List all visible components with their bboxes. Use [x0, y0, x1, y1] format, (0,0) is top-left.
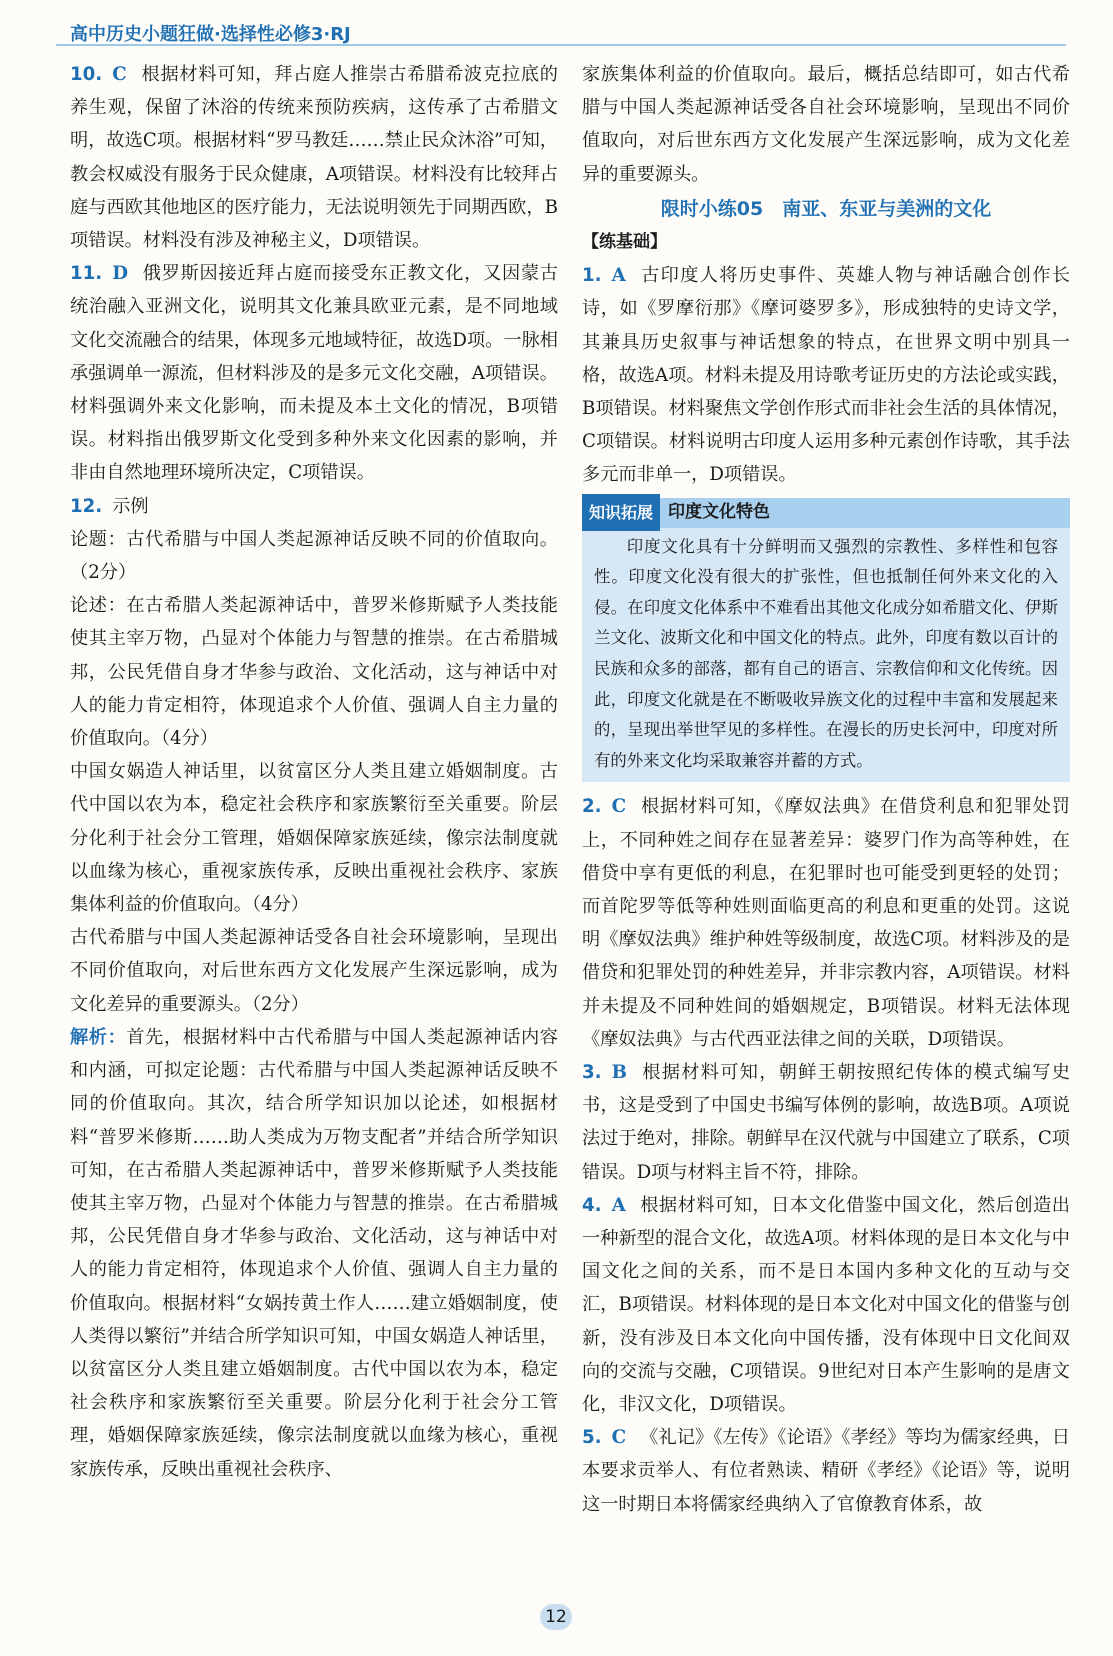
knowledge-body: 印度文化具有十分鲜明而又强烈的宗教性、多样性和包容性。印度文化没有很大的扩张性，但也抵制任何外来文化的入侵。在印度文化体系中不难看出其他文化成分如希腊文化、伊斯兰文化、波斯文化和中国文化的特点。此外，印度有数以百计的民族和众多的部落，都有自己的语言、宗教信仰和文化传统。因此，印度文化就是在不断吸收异族文化的过程中丰富和发展起来的，呈现出举世罕见的多样性。在漫长的历史长河中，印度对所有的外来文化均采取兼容并蓄的方式。 — [582, 528, 1070, 783]
answer-4: 4. A 根据材料可知，日本文化借鉴中国文化，然后创造出一种新型的混合文化，故选A项。材料体现的是日本文化与中国文化之间的关系，而不是日本国内多种文化的互动与交汇，B项错误。材料体现的是日本文化对中国文化的借鉴与创新，没有涉及日本文化向中国传播，没有体现中日文化间双向的交流与交融，C项错误。9世纪对日本产生影响的是唐文化，非汉文化，D项错误。 — [582, 1194, 1070, 1416]
analysis-continuation: 家族集体利益的价值取向。最后，概括总结即可，如古代希腊与中国人类起源神话受各自社会环境影响，呈现出不同价值取向，对后世东西方文化发展产生深远影响，成为文化差异的重要源头。 — [582, 64, 1070, 185]
page-number: 12 — [540, 1604, 572, 1630]
knowledge-tag: 知识拓展 — [582, 494, 660, 531]
knowledge-title: 印度文化特色 — [668, 502, 771, 523]
answer-12-argument-greece: 论述：在古希腊人类起源神话中，普罗米修斯赋予人类技能使其主宰万物，凸显对个体能力与智慧的推崇。在古希腊城邦，公民凭借自身才华参与政治、文化活动，这与神话中对人的能力肯定相符，体现追求个人价值、强调人自主力量的价值取向。（4分） — [70, 595, 558, 750]
knowledge-box — [582, 498, 1070, 783]
section-title: 限时小练05 南亚、东亚与美洲的文化 — [660, 197, 992, 220]
answer-12-head: 12. 示例 — [70, 495, 149, 517]
right-column — [582, 58, 1070, 1521]
left-column — [70, 58, 558, 1486]
page-header — [56, 18, 1066, 46]
answer-12-conclusion: 古代希腊与中国人类起源神话受各自社会环境影响，呈现出不同价值取向，对后世东西方文化发展产生深远影响，成为文化差异的重要源头。（2分） — [70, 927, 558, 1015]
answer-12-argument-china: 中国女娲造人神话里，以贫富区分人类且建立婚姻制度。古代中国以农为本，稳定社会秩序和家族繁衍至关重要。阶层分化利于社会分工管理，婚姻保障家族延续，像宗法制度就以血缘为核心，重视家族传承，反映出重视社会秩序、家族集体利益的价值取向。（4分） — [70, 761, 558, 916]
practice-subheading: 【练基础】 — [582, 232, 667, 253]
answer-2: 2. C 根据材料可知，《摩奴法典》在借贷利息和犯罪处罚上，不同种姓之间存在显著差异：婆罗门作为高等种姓，在借贷中享有更低的利息，在犯罪时也可能受到更轻的处罚；而首陀罗等低等种姓则面临更高的利息和更重的处罚。这说明《摩奴法典》维护种姓等级制度，故选C项。材料涉及的是借贷和犯罪处罚的种姓差异，并非宗教内容，A项错误。材料并未提及不同种姓间的婚姻规定，B项错误。材料无法体现《摩奴法典》与古代西亚法律之间的关联，D项错误。 — [582, 796, 1070, 1050]
answer-10: 10. C 根据材料可知，拜占庭人推崇古希腊希波克拉底的养生观，保留了沐浴的传统来预防疾病，这传承了古希腊文明，故选C项。根据材料“罗马教廷……禁止民众沐浴”可知，教会权威没有服务于民众健康，A项错误。材料没有比较拜占庭与西欧其他地区的医疗能力，无法说明领先于同期西欧，B项错误。材料没有涉及神秘主义，D项错误。 — [70, 64, 558, 252]
answer-5: 5. C 《礼记》《左传》《论语》《孝经》等均为儒家经典，日本要求贡举人、有位者熟读、精研《孝经》《论语》等，说明这一时期日本将儒家经典纳入了官僚教育体系，故 — [582, 1427, 1070, 1515]
answer-3: 3. B 根据材料可知，朝鲜王朝按照纪传体的模式编写史书，这是受到了中国史书编写体例的影响，故选B项。A项说法过于绝对，排除。朝鲜早在汉代就与中国建立了联系，C项错误。D项与材料主旨不符，排除。 — [582, 1062, 1070, 1183]
answer-1: 1. A 古印度人将历史事件、英雄人物与神话融合创作长诗，如《罗摩衍那》《摩诃婆罗多》，形成独特的史诗文学，其兼具历史叙事与神话想象的特点，在世界文明中别具一格，故选A项。材料未提及用诗歌考证历史的方法论或实践，B项错误。材料聚焦文学创作形式而非社会生活的具体情况，C项错误。材料说明古印度人运用多种元素创作诗歌，其手法多元而非单一，D项错误。 — [582, 265, 1070, 486]
answer-11: 11. D 俄罗斯因接近拜占庭而接受东正教文化，又因蒙古统治融入亚洲文化，说明其文化兼具欧亚元素，是不同地域文化交流融合的结果，体现多元地域特征，故选D项。一脉相承强调单一源流，但材料涉及的是多元文化交融，A项错误。材料强调外来文化影响，而未提及本土文化的情况，B项错误。材料指出俄罗斯文化受到多种外来文化因素的影响，并非由自然地理环境所决定，C项错误。 — [70, 263, 558, 484]
knowledge-box-header — [582, 498, 1070, 528]
answer-12-analysis: 解析：首先，根据材料中古代希腊与中国人类起源神话内容和内涵，可拟定论题：古代希腊与中国人类起源神话反映不同的价值取向。其次，结合所学知识加以论述，如根据材料“普罗米修斯……助人类成为万物支配者”并结合所学知识可知，在古希腊人类起源神话中，普罗米修斯赋予人类技能使其主宰万物，凸显对个体能力与智慧的推崇。在古希腊城邦，公民凭借自身才华参与政治、文化活动，这与神话中对人的能力肯定相符，体现追求个人价值、强调人自主力量的价值取向。根据材料“女娲抟黄土作人……建立婚姻制度，使人类得以繁衍”并结合所学知识可知，中国女娲造人神话里，以贫富区分人类且建立婚姻制度。古代中国以农为本，稳定社会秩序和家族繁衍至关重要。阶层分化利于社会分工管理，婚姻保障家族延续，像宗法制度就以血缘为核心，重视家族传承，反映出重视社会秩序、 — [70, 1026, 558, 1480]
answer-12-thesis: 论题：古代希腊与中国人类起源神话反映不同的价值取向。（2分） — [70, 528, 558, 584]
book-title: 高中历史小题狂做·选择性必修3·RJ — [70, 24, 351, 45]
